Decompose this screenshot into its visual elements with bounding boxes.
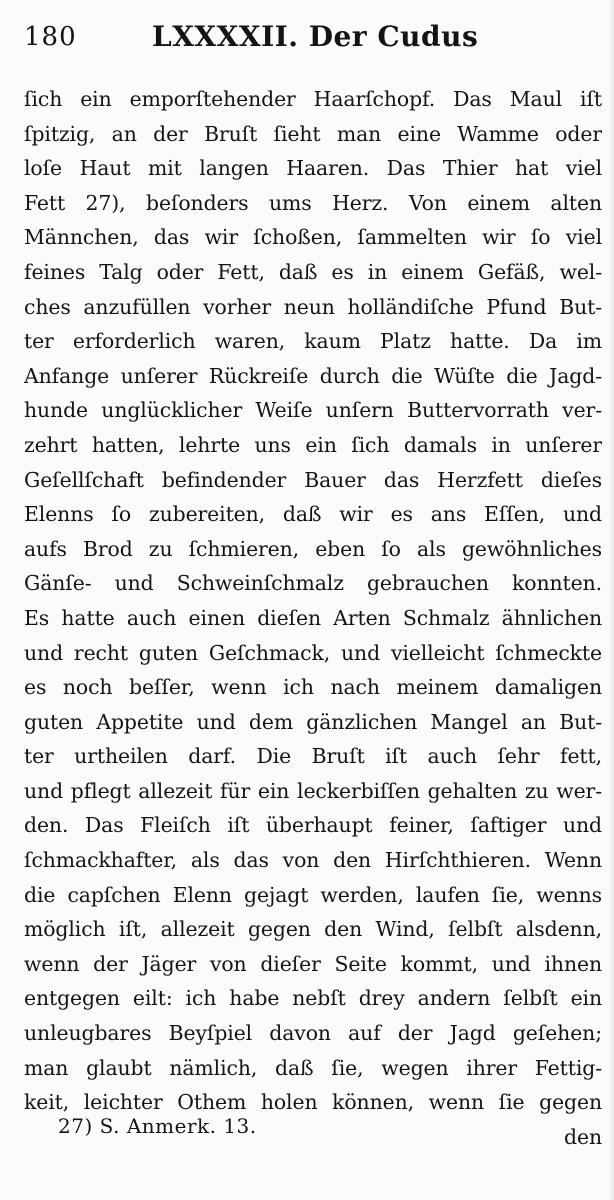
text-line: und pflegt allezeit für ein leckerbiſſen gehalten zu wer- bbox=[24, 778, 602, 803]
text-line: ſich ein emporſtehender Haarſchopf. Das Maul iſt bbox=[24, 87, 602, 111]
text-line: wenn der Jäger von dieſer Seite kommt, und ihnen bbox=[24, 951, 602, 976]
text-line: aufs Brod zu ſchmieren, eben ſo als gewöhnliches bbox=[24, 536, 602, 561]
text-line: Es hatte auch einen dieſen Arten Schmalz ähnlichen bbox=[24, 605, 602, 630]
text-line: hunde unglücklicher Weiſe unſern Buttervorrath ver- bbox=[24, 398, 602, 423]
text-line: ter urtheilen darf. Die Bruſt iſt auch ſehr fett, bbox=[24, 744, 602, 769]
page-edge-shadow bbox=[608, 0, 614, 1200]
page-header bbox=[24, 16, 586, 60]
text-line: guten Appetite und dem gänzlichen Mangel an But- bbox=[24, 709, 602, 734]
text-line: ches anzufüllen vorher neun holländiſche Pfund But- bbox=[24, 294, 602, 319]
text-line: man glaubt nämlich, daß ſie, wegen ihrer Fettig- bbox=[24, 1055, 602, 1080]
text-line: unleugbares Beyſpiel davon auf der Jagd geſehen; bbox=[24, 1021, 602, 1046]
body-text bbox=[24, 82, 602, 1154]
text-line: Elenns ſo zubereiten, daß wir es ans Eſſen, und bbox=[24, 502, 602, 527]
text-line: die capſchen Elenn gejagt werden, laufen ſie, wenns bbox=[24, 882, 602, 907]
text-line: Männchen, das wir ſchoßen, ſammelten wir ſo viel bbox=[24, 225, 602, 250]
text-line: ſpitzig, an der Bruſt ſieht man eine Wamme oder bbox=[24, 121, 602, 146]
text-line: möglich iſt, allezeit gegen den Wind, ſelbſt alsdenn, bbox=[24, 917, 602, 942]
text-line: Gänſe- und Schweinſchmalz gebrauchen konnten. bbox=[24, 571, 602, 596]
running-head: LXXXXII. Der Cudus bbox=[152, 20, 479, 53]
text-line: keit, leichter Othem holen können, wenn ſie gegen bbox=[24, 1090, 602, 1115]
text-line: loſe Haut mit langen Haaren. Das Thier hat viel bbox=[24, 156, 602, 181]
text-line: und recht guten Geſchmack, und vielleicht ſchmeckte bbox=[24, 640, 602, 665]
text-line: entgegen eilt: ich habe nebſt drey andern ſelbſt ein bbox=[24, 986, 602, 1011]
text-line: Anfange unſerer Rückreiſe durch die Wüſte die Jagd- bbox=[24, 363, 602, 388]
footnote: 27) S. Anmerk. 13. bbox=[58, 1114, 257, 1138]
text-line: Geſellſchaft befindender Bauer das Herzfett dieſes bbox=[24, 467, 602, 492]
catchword: den bbox=[564, 1124, 602, 1149]
page-number: 180 bbox=[24, 22, 77, 52]
text-line: es noch beſſer, wenn ich nach meinem damaligen bbox=[24, 675, 602, 700]
text-line: den. Das Fleiſch iſt überhaupt feiner, ſaftiger und bbox=[24, 813, 602, 838]
text-line: Fett 27), beſonders ums Herz. Von einem alten bbox=[24, 190, 602, 215]
text-line: ſchmackhafter, als das von den Hirſchthieren. Wenn bbox=[24, 848, 602, 873]
text-line: zehrt hatten, lehrte uns ein ſich damals in unſerer bbox=[24, 432, 602, 457]
text-line: ter erforderlich waren, kaum Platz hatte. Da im bbox=[24, 329, 602, 354]
text-line: feines Talg oder Fett, daß es in einem Gefäß, wel- bbox=[24, 259, 602, 284]
